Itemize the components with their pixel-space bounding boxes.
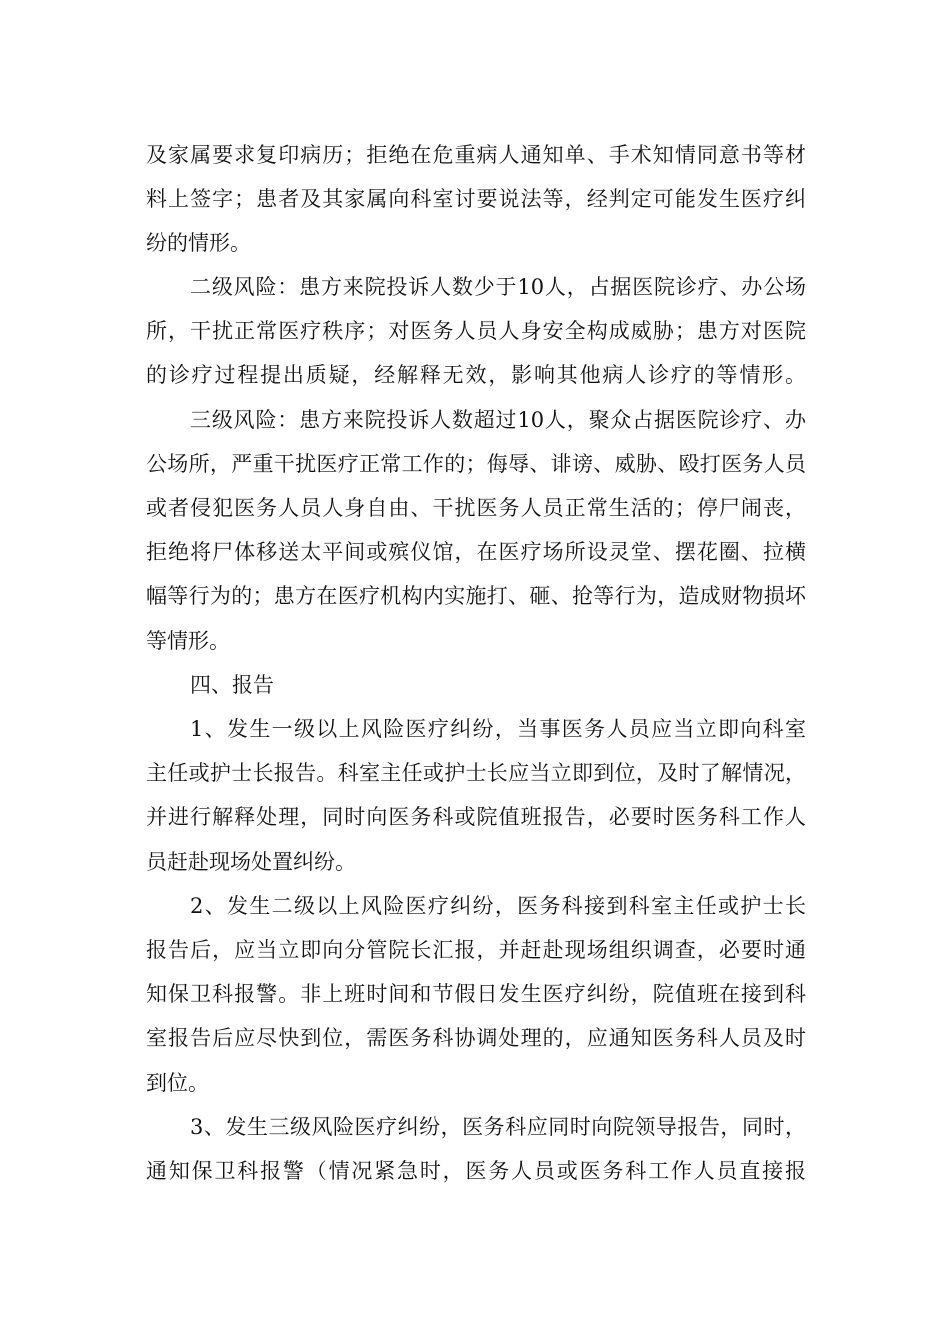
text-line: 到位。 <box>146 1071 209 1095</box>
text-line: 三级风险：患方来院投诉人数超过10人，聚众占据医院诊疗、办 <box>190 408 806 432</box>
text-line: 主任或护士长报告。科室主任或护士长应当立即到位，及时了解情况， <box>146 761 806 785</box>
text-line: 所，干扰正常医疗秩序；对医务人员人身安全构成威胁；患方对医院 <box>146 319 806 343</box>
text-line: 知保卫科报警。非上班时间和节假日发生医疗纠纷，院值班在接到科 <box>146 982 806 1006</box>
section-heading: 四、报告 <box>190 673 274 697</box>
text-line: 料上签字；患者及其家属向科室讨要说法等，经判定可能发生医疗纠 <box>146 187 806 211</box>
text-line: 二级风险：患方来院投诉人数少于10人，占据医院诊疗、办公场 <box>190 275 806 299</box>
text-line: 通知保卫科报警（情况紧急时，医务人员或医务科工作人员直接报 <box>146 1159 806 1183</box>
text-line: 或者侵犯医务人员人身自由、干扰医务人员正常生活的；停尸闹丧， <box>146 496 806 520</box>
text-line: 2、发生二级以上风险医疗纠纷，医务科接到科室主任或护士长 <box>190 894 806 918</box>
text-line: 及家属要求复印病历；拒绝在危重病人通知单、手术知情同意书等材 <box>146 143 806 167</box>
text-line: 报告后，应当立即向分管院长汇报，并赶赴现场组织调查，必要时通 <box>146 938 806 962</box>
text-line: 等情形。 <box>146 629 230 653</box>
text-line: 室报告后应尽快到位，需医务科协调处理的，应通知医务科人员及时 <box>146 1026 806 1050</box>
text-line: 拒绝将尸体移送太平间或殡仪馆，在医疗场所设灵堂、摆花圈、拉横 <box>146 540 806 564</box>
text-line: 公场所，严重干扰医疗正常工作的；侮辱、诽谤、威胁、殴打医务人员 <box>146 452 806 476</box>
text-line: 的诊疗过程提出质疑，经解释无效，影响其他病人诊疗的等情形。 <box>146 363 806 387</box>
text-line: 1、发生一级以上风险医疗纠纷，当事医务人员应当立即向科室 <box>190 717 806 741</box>
text-line: 员赶赴现场处置纠纷。 <box>146 850 356 874</box>
text-line: 并进行解释处理，同时向医务科或院值班报告，必要时医务科工作人 <box>146 805 806 829</box>
text-line: 纷的情形。 <box>146 231 251 255</box>
text-line: 幅等行为的；患方在医疗机构内实施打、砸、抢等行为，造成财物损坏 <box>146 584 806 608</box>
text-line: 3、发生三级风险医疗纠纷，医务科应同时向院领导报告，同时， <box>190 1115 806 1139</box>
